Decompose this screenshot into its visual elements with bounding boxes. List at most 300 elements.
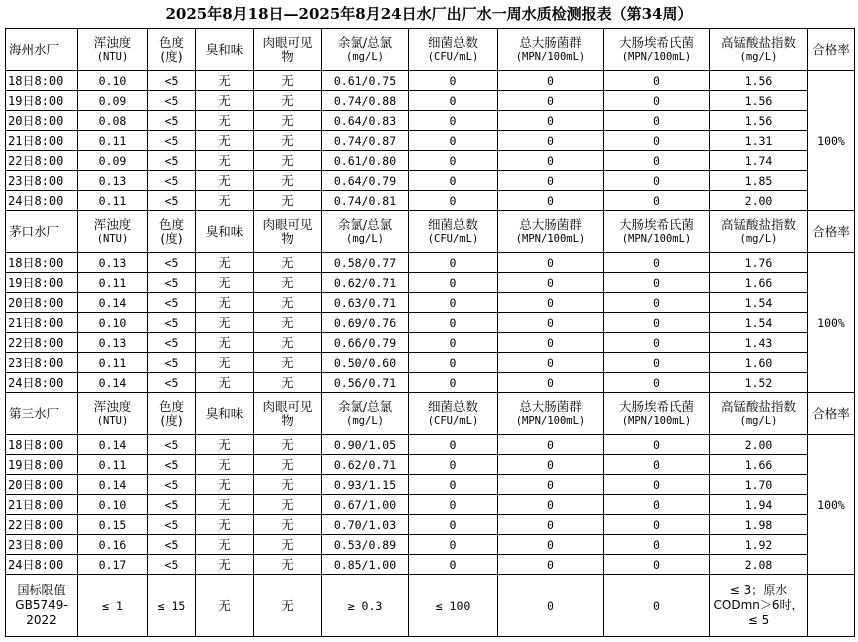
table-cell: 无 [254,293,322,313]
row-hour: 8:00 [34,73,64,88]
table-cell: 0 [409,555,498,575]
table-cell: 无 [254,171,322,191]
table-cell: 无 [254,435,322,455]
table-cell: 0 [498,515,604,535]
column-header [409,211,498,253]
row-hour: 8:00 [34,477,64,492]
standard-pass-rate-empty [808,575,855,637]
table-row [6,535,855,555]
table-cell: 无 [254,313,322,333]
row-day-suffix: 日 [22,477,35,492]
column-header-unit: (mg/L) [346,50,384,63]
table-cell: 0 [409,373,498,393]
row-time [6,71,78,91]
table-cell: 0 [604,313,710,333]
table-cell: 1.66 [710,273,808,293]
row-time [6,535,78,555]
table-cell: 无 [196,273,254,293]
table-cell: <5 [148,515,196,535]
table-body [6,29,855,637]
table-cell: <5 [148,535,196,555]
table-cell: 1.74 [710,151,808,171]
standard-label [6,575,78,637]
column-header-unit: (CFU/mL) [427,232,479,245]
row-day: 18 [8,73,23,88]
table-cell: 无 [254,353,322,373]
table-cell: 0 [604,555,710,575]
row-day: 22 [8,153,23,168]
table-cell: 0 [498,273,604,293]
table-cell: 0 [498,171,604,191]
table-cell: 0 [604,171,710,191]
table-cell: 无 [254,475,322,495]
row-hour: 8:00 [34,457,64,472]
row-day: 23 [8,537,23,552]
table-cell: 0.15 [78,515,148,535]
row-day: 24 [8,375,23,390]
row-day: 21 [8,315,23,330]
row-time [6,131,78,151]
table-cell: 无 [196,475,254,495]
table-cell: 无 [254,515,322,535]
row-day-suffix: 日 [22,173,35,188]
table-row [6,131,855,151]
column-header [254,211,322,253]
row-hour: 8:00 [34,255,64,270]
table-row [6,111,855,131]
table-cell: 2.00 [710,435,808,455]
table-cell: <5 [148,373,196,393]
table-cell: 1.31 [710,131,808,151]
table-cell: 0 [409,293,498,313]
table-cell: 0.13 [78,333,148,353]
standard-value: 无 [254,575,322,637]
row-day: 22 [8,335,23,350]
column-header-name: 色度 [158,216,184,232]
row-time [6,353,78,373]
row-time [6,111,78,131]
table-cell: 0 [604,111,710,131]
table-cell: <5 [148,435,196,455]
table-cell: 0.74/0.81 [322,191,409,211]
table-cell: <5 [148,495,196,515]
table-cell: 0.13 [78,253,148,273]
table-cell: <5 [148,111,196,131]
row-day: 22 [8,517,23,532]
table-cell: 1.56 [710,71,808,91]
column-header-name: 细菌总数 [427,216,478,232]
row-day-suffix: 日 [22,133,35,148]
table-row [6,455,855,475]
row-time [6,253,78,273]
table-cell: 0 [604,475,710,495]
table-cell: 无 [196,333,254,353]
column-header-unit: (MPN/100mL) [621,232,692,245]
standard-label-line: GB5749- [15,598,68,612]
standard-value: ≥ 0.3 [322,575,409,637]
table-cell: 0 [409,91,498,111]
table-cell: 无 [254,333,322,353]
table-cell: <5 [148,253,196,273]
table-cell: 1.52 [710,373,808,393]
table-cell: 无 [196,171,254,191]
table-cell: 1.43 [710,333,808,353]
table-cell: 0.14 [78,373,148,393]
row-time [6,191,78,211]
row-day: 18 [8,437,23,452]
table-row [6,313,855,333]
table-cell: 0 [498,555,604,575]
table-cell: 无 [254,91,322,111]
table-cell: 无 [196,353,254,373]
standard-permanganate-line: CODmn＞6时， [713,598,804,612]
column-header-name: 总大肠菌群 [519,216,582,232]
row-time [6,273,78,293]
column-header [148,29,196,71]
table-cell: 0 [498,111,604,131]
table-cell: <5 [148,455,196,475]
table-cell: 无 [196,111,254,131]
table-cell: 0 [409,111,498,131]
table-cell: 0 [604,435,710,455]
row-hour: 8:00 [34,315,64,330]
column-header [78,29,148,71]
table-row [6,293,855,313]
table-cell: 无 [196,373,254,393]
table-row [6,495,855,515]
column-header-unit: (度) [160,412,183,428]
column-header-name: 肉眼可见 [262,34,313,50]
table-cell: 0 [498,373,604,393]
column-header-name: 臭和味 [205,223,244,239]
standard-value: 0 [604,575,710,637]
column-header-unit: (CFU/mL) [427,414,479,427]
table-cell: 0.16 [78,535,148,555]
row-time [6,373,78,393]
column-header [710,29,808,71]
standard-permanganate-line: ≤ 5 [747,613,770,627]
table-cell: <5 [148,273,196,293]
row-day: 19 [8,93,23,108]
table-cell: 无 [254,191,322,211]
table-cell: 无 [196,515,254,535]
row-time [6,455,78,475]
table-cell: 0.50/0.60 [322,353,409,373]
table-cell: 1.94 [710,495,808,515]
row-day-suffix: 日 [22,517,35,532]
row-time [6,495,78,515]
table-cell: 无 [196,495,254,515]
table-row [6,353,855,373]
table-cell: 0 [409,535,498,555]
table-cell: 0 [604,253,710,273]
table-cell: 无 [254,273,322,293]
table-cell: 0.67/1.00 [322,495,409,515]
row-time [6,555,78,575]
column-header-name: 臭和味 [205,41,244,57]
table-cell: 无 [196,555,254,575]
row-day-suffix: 日 [22,73,35,88]
column-header [604,393,710,435]
table-cell: 0 [409,273,498,293]
table-cell: 0 [409,455,498,475]
table-cell: 0 [498,313,604,333]
table-cell: 无 [254,151,322,171]
row-day: 19 [8,457,23,472]
column-header-unit: (MPN/100mL) [621,414,692,427]
table-cell: 无 [254,455,322,475]
row-day-suffix: 日 [22,315,35,330]
column-header-name: 浑浊度 [93,216,132,232]
column-header-name: 细菌总数 [427,34,478,50]
table-row [6,555,855,575]
table-cell: 1.70 [710,475,808,495]
table-cell: 无 [254,71,322,91]
table-cell: 0 [498,475,604,495]
table-row [6,191,855,211]
table-cell: <5 [148,191,196,211]
column-header-unit: (mg/L) [739,232,778,245]
table-cell: <5 [148,71,196,91]
table-cell: 0 [409,71,498,91]
column-header-name: 高锰酸盐指数 [720,398,796,414]
row-time [6,91,78,111]
column-header [148,393,196,435]
row-day: 21 [8,133,23,148]
table-cell: 0.66/0.79 [322,333,409,353]
column-header [322,211,409,253]
column-header-unit: (MPN/100mL) [515,232,586,245]
standard-value: ≤ 15 [148,575,196,637]
table-cell: 0 [604,191,710,211]
table-cell: 0 [604,293,710,313]
table-row [6,435,855,455]
table-cell: 无 [254,495,322,515]
table-cell: 0 [498,455,604,475]
table-cell: 1.76 [710,253,808,273]
row-day: 20 [8,477,23,492]
standard-label-line: 国标限值 [17,583,66,597]
table-cell: 0 [409,353,498,373]
table-cell: 无 [254,555,322,575]
row-time [6,313,78,333]
column-header [710,393,808,435]
column-header-unit: 物 [281,48,294,64]
plant-name: 海州水厂 [6,29,78,71]
row-day-suffix: 日 [22,153,35,168]
table-cell: <5 [148,151,196,171]
table-row [6,171,855,191]
row-time [6,515,78,535]
table-cell: 0 [498,71,604,91]
table-cell: 2.08 [710,555,808,575]
row-hour: 8:00 [34,193,64,208]
table-cell: <5 [148,353,196,373]
row-hour: 8:00 [34,557,64,572]
table-cell: 1.98 [710,515,808,535]
column-header [409,393,498,435]
column-header [322,393,409,435]
table-cell: 1.66 [710,455,808,475]
table-cell: 无 [254,535,322,555]
table-row [6,91,855,111]
row-time [6,151,78,171]
table-cell: 无 [196,535,254,555]
standard-row [6,575,855,637]
table-cell: 0.74/0.87 [322,131,409,151]
table-cell: 0 [409,333,498,353]
row-day-suffix: 日 [22,335,35,350]
table-cell: 无 [196,293,254,313]
table-cell: 0.09 [78,151,148,171]
pass-rate-header: 合格率 [808,393,855,435]
table-cell: 0.85/1.00 [322,555,409,575]
row-hour: 8:00 [34,133,64,148]
row-hour: 8:00 [34,295,64,310]
table-cell: 无 [254,111,322,131]
plant-name: 茅口水厂 [6,211,78,253]
table-cell: 0 [498,151,604,171]
row-day-suffix: 日 [22,437,35,452]
column-header [710,211,808,253]
column-header-name: 总大肠菌群 [519,398,582,414]
column-header [254,393,322,435]
row-day-suffix: 日 [22,275,35,290]
column-header [196,211,254,253]
table-cell: 0.62/0.71 [322,273,409,293]
table-cell: 无 [254,373,322,393]
table-cell: 0 [604,91,710,111]
table-cell: 0.11 [78,191,148,211]
row-day-suffix: 日 [22,255,35,270]
column-header-name: 肉眼可见 [262,216,313,232]
column-header-unit: (MPN/100mL) [515,414,586,427]
column-header-name: 大肠埃希氏菌 [618,398,694,414]
row-hour: 8:00 [34,497,64,512]
table-cell: 0.70/1.03 [322,515,409,535]
column-header-unit: (NTU) [96,414,129,427]
column-header [148,211,196,253]
table-cell: 0.10 [78,495,148,515]
table-cell: 0.08 [78,111,148,131]
row-day: 24 [8,557,23,572]
table-cell: 0 [498,253,604,273]
table-cell: 1.85 [710,171,808,191]
table-cell: 无 [196,151,254,171]
column-header-unit: (CFU/mL) [427,50,479,63]
table-cell: 0.11 [78,455,148,475]
table-cell: 无 [196,253,254,273]
table-cell: 0 [498,495,604,515]
table-cell: 0 [409,495,498,515]
table-cell: 0 [498,353,604,373]
row-day: 20 [8,295,23,310]
table-cell: 0.93/1.15 [322,475,409,495]
column-header-unit: 物 [281,412,294,428]
row-day-suffix: 日 [22,355,35,370]
table-cell: 0 [409,253,498,273]
row-day-suffix: 日 [22,375,35,390]
column-header-unit: (mg/L) [739,50,778,63]
page-title: 2025年8月18日—2025年8月24日水厂出厂水一周水质检测报表（第34周） [165,5,693,23]
table-cell: <5 [148,555,196,575]
table-cell: 无 [196,131,254,151]
column-header-unit: (度) [160,48,183,64]
column-header-name: 总大肠菌群 [519,34,582,50]
table-cell: 0.10 [78,313,148,333]
row-day-suffix: 日 [22,457,35,472]
row-day-suffix: 日 [22,193,35,208]
column-header [409,29,498,71]
table-cell: 无 [196,91,254,111]
row-hour: 8:00 [34,113,64,128]
table-cell: 0 [604,353,710,373]
table-cell: <5 [148,475,196,495]
standard-value: 0 [498,575,604,637]
row-hour: 8:00 [34,375,64,390]
water-quality-table [5,28,855,637]
table-cell: 无 [254,131,322,151]
table-cell: 0 [604,131,710,151]
table-cell: 0 [498,131,604,151]
row-time [6,333,78,353]
row-day: 20 [8,113,23,128]
table-cell: 0 [604,495,710,515]
column-header-unit: (度) [160,230,183,246]
table-cell: 0 [498,333,604,353]
table-row [6,71,855,91]
table-cell: 1.54 [710,313,808,333]
column-header [604,29,710,71]
row-hour: 8:00 [34,275,64,290]
table-cell: 0 [409,313,498,333]
table-cell: 0 [604,535,710,555]
standard-permanganate [710,575,808,637]
column-header-unit: (mg/L) [346,232,384,245]
table-cell: 1.56 [710,111,808,131]
row-hour: 8:00 [34,173,64,188]
table-cell: <5 [148,333,196,353]
row-hour: 8:00 [34,355,64,370]
row-day-suffix: 日 [22,113,35,128]
table-cell: 0.62/0.71 [322,455,409,475]
table-cell: 1.56 [710,91,808,111]
row-day-suffix: 日 [22,295,35,310]
table-cell: 0.09 [78,91,148,111]
standard-value: ≤ 100 [409,575,498,637]
column-header-unit: (NTU) [96,232,129,245]
table-cell: 0 [498,535,604,555]
row-time [6,475,78,495]
table-cell: 0.13 [78,171,148,191]
row-day: 21 [8,497,23,512]
pass-rate-header: 合格率 [808,29,855,71]
table-cell: 0 [409,435,498,455]
standard-value: ≤ 1 [78,575,148,637]
table-cell: 0.58/0.77 [322,253,409,273]
table-cell: 0 [604,373,710,393]
table-cell: 无 [196,71,254,91]
row-day: 23 [8,173,23,188]
column-header [196,29,254,71]
column-header-name: 大肠埃希氏菌 [618,34,694,50]
standard-permanganate-line: ≤ 3；原水 [729,583,788,597]
table-cell: 无 [196,313,254,333]
table-row [6,273,855,293]
table-cell: 0.90/1.05 [322,435,409,455]
table-cell: 1.92 [710,535,808,555]
row-day: 19 [8,275,23,290]
